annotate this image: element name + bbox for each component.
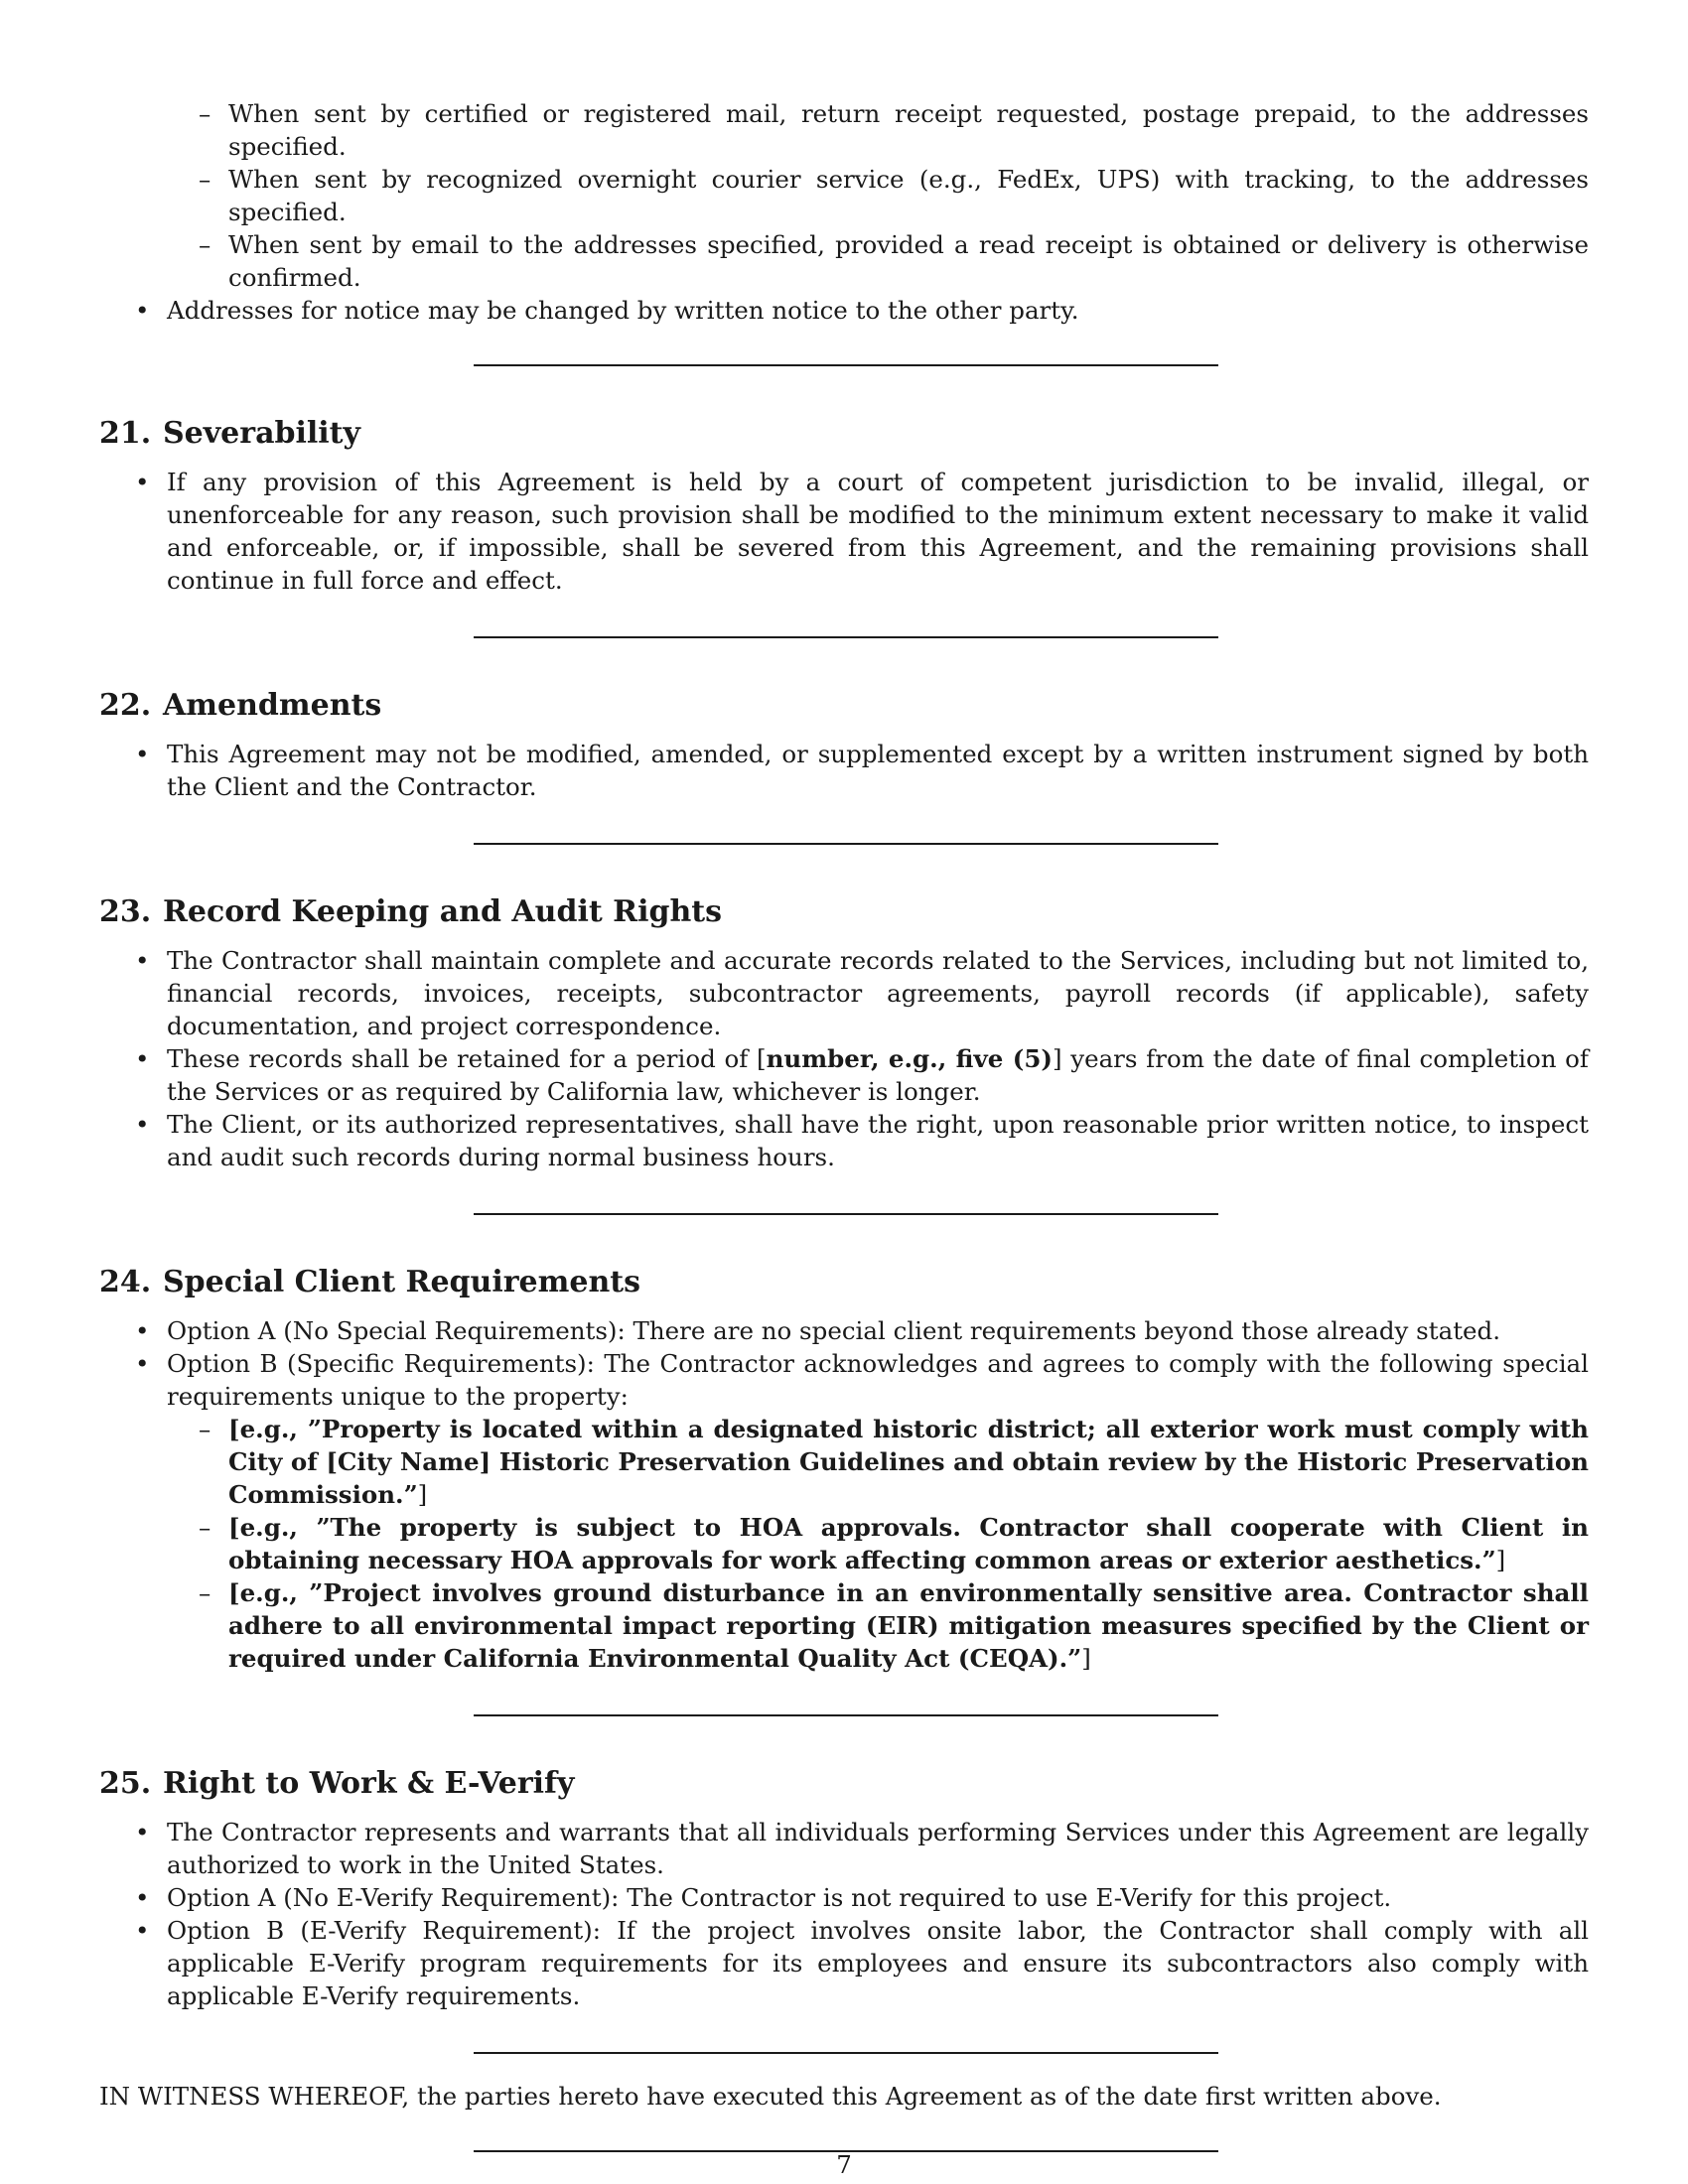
section-heading: [99, 1263, 1589, 1302]
section-divider: [474, 1213, 1218, 1215]
placeholder-text: [e.g., ”Property is located within a designated historic district; all exterior work must comply with City of [City Name] Historic Preservation Guidelines and obtain review by the Historic Preservation Commission.”: [228, 1415, 1589, 1509]
section-divider: [474, 636, 1218, 638]
text-run: ]: [417, 1480, 428, 1509]
list-item: • The Contractor represents and warrants that all individuals performing Services under this Agreement are legally authorized to work in the United States.: [99, 1816, 1589, 1881]
list-item: • Option B (Specific Requirements): The Contractor acknowledges and agrees to comply with the following special requirements unique to the property:: [99, 1347, 1589, 1413]
text-run: ]: [1495, 1546, 1506, 1574]
list-item: • Option A (No Special Requirements): There are no special client requirements beyond those already stated.: [99, 1314, 1589, 1347]
placeholder-text: [e.g., ”The property is subject to HOA approvals. Contractor shall cooperate with Client in obtaining necessary HOA approvals for work affecting common areas or exterior aesthetics.”: [228, 1513, 1589, 1574]
page-number: 7: [836, 2150, 852, 2179]
section-title: Special Client Requirements: [163, 1265, 641, 1299]
section-heading: [99, 686, 1589, 726]
section-title: Amendments: [163, 688, 382, 723]
list-item: • If any provision of this Agreement is held by a court of competent jurisdiction to be invalid, illegal, or unenforceable for any reason, such provision shall be modified to the minimum extent necessary to make it valid and enforceable, or, if impossible, shall be severed from this Agreement, and the remaining provisions shall continue in full force and effect.: [99, 466, 1589, 597]
section-record-keeping: [99, 892, 1589, 1173]
list-subitem: [99, 1413, 1589, 1511]
list-subitem: – When sent by email to the addresses specified, provided a read receipt is obtained or delivery is otherwise confirmed.: [99, 228, 1589, 294]
section-title: Right to Work & E-Verify: [163, 1766, 575, 1801]
placeholder-text: number, e.g., five (5): [766, 1044, 1053, 1073]
section-right-to-work: [99, 1764, 1589, 2012]
page-content: [99, 97, 1589, 2152]
section-amendments: [99, 686, 1589, 803]
section-number: 21.: [99, 416, 152, 451]
list-item: [99, 1042, 1589, 1108]
text-run: ]: [1081, 1644, 1091, 1673]
list-item: • Option B (E-Verify Requirement): If the project involves onsite labor, the Contractor shall comply with all applicable E-Verify program requirements for its employees and ensure its subcontractors also comply with applicable E-Verify requirements.: [99, 1914, 1589, 2012]
section-number: 25.: [99, 1766, 152, 1801]
section-heading: [99, 892, 1589, 932]
section-divider: [474, 364, 1218, 366]
section-divider: [474, 2052, 1218, 2054]
placeholder-text: [e.g., ”Project involves ground disturbance in an environmentally sensitive area. Contractor shall adhere to all environmental impact reporting (EIR) mitigation measures specified by the Client or required under California Environmental Quality Act (CEQA).”: [228, 1578, 1589, 1673]
list-item: • Option A (No E-Verify Requirement): The Contractor is not required to use E-Verify for this project.: [99, 1881, 1589, 1914]
list-item: • The Client, or its authorized representatives, shall have the right, upon reasonable prior written notice, to inspect and audit such records during normal business hours.: [99, 1108, 1589, 1173]
section-number: 24.: [99, 1265, 152, 1299]
list-subitem: – When sent by certified or registered mail, return receipt requested, postage prepaid, to the addresses specified.: [99, 97, 1589, 163]
section-number: 23.: [99, 894, 152, 929]
list-subitem: [99, 1511, 1589, 1576]
section-divider: [474, 843, 1218, 845]
list-item: • The Contractor shall maintain complete and accurate records related to the Services, including but not limited to, financial records, invoices, receipts, subcontractor agreements, payroll records (if applicable), safety documentation, and project correspondence.: [99, 944, 1589, 1042]
section-title: Record Keeping and Audit Rights: [163, 894, 723, 929]
list-item: • This Agreement may not be modified, amended, or supplemented except by a written instrument signed by both the Client and the Contractor.: [99, 738, 1589, 803]
section-severability: [99, 414, 1589, 597]
section-divider: [474, 1714, 1218, 1716]
section-heading: [99, 1764, 1589, 1804]
text-run: These records shall be retained for a period of [: [167, 1044, 767, 1073]
list-subitem: – When sent by recognized overnight courier service (e.g., FedEx, UPS) with tracking, to the addresses specified.: [99, 163, 1589, 228]
list-item: • Addresses for notice may be changed by written notice to the other party.: [99, 294, 1589, 327]
section-heading: [99, 414, 1589, 454]
section-number: 22.: [99, 688, 152, 723]
section-title: Severability: [163, 416, 360, 451]
text-run: ] years from the date of final completion of the Services or as required by California law, whichever is longer.: [167, 1044, 1589, 1106]
witness-statement: IN WITNESS WHEREOF, the parties hereto have executed this Agreement as of the date first written above.: [99, 2082, 1442, 2111]
notice-list: [99, 97, 1589, 327]
section-special-requirements: [99, 1263, 1589, 1675]
list-subitem: [99, 1576, 1589, 1675]
